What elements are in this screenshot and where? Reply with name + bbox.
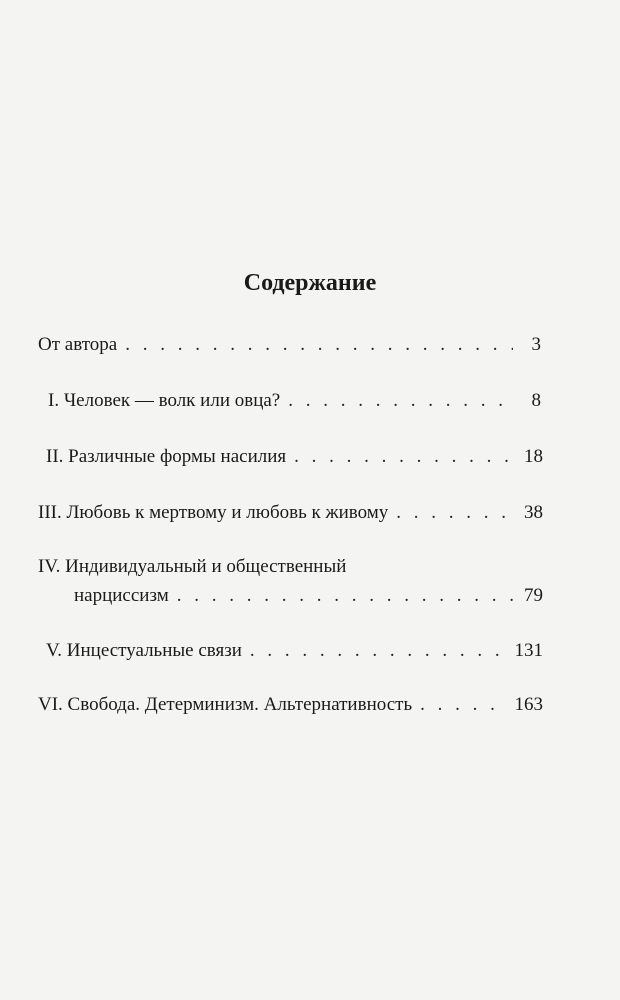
- toc-entry-foreword: [38, 334, 541, 356]
- toc-entry-page: 18: [524, 446, 543, 467]
- dot-leader: [420, 694, 506, 716]
- toc-entry-title: V. Инцестуальные связи: [46, 640, 242, 661]
- dot-leader: [177, 585, 515, 607]
- toc-entry-page: 79: [524, 585, 543, 606]
- dot-leader: [294, 446, 515, 468]
- toc-entry-title: VI. Свобода. Детерминизм. Альтернативность: [38, 694, 413, 715]
- toc-entry-title: нарциссизм: [74, 585, 169, 606]
- dot-leader: [250, 640, 507, 662]
- toc-entry-chapter-4: [74, 585, 543, 607]
- toc-entry-title: II. Различные формы насилия: [46, 446, 287, 467]
- dot-leader: [125, 334, 513, 356]
- toc-entry-chapter-3: [38, 502, 543, 524]
- toc-entry-page: 3: [531, 334, 541, 355]
- page-title: Содержание: [243, 270, 377, 296]
- toc-entry-page: 38: [524, 502, 543, 523]
- toc-entry-page: 8: [531, 390, 541, 411]
- toc-entry-page: 163: [514, 694, 543, 715]
- dot-leader: [396, 502, 515, 524]
- dot-leader: [288, 390, 513, 412]
- toc-entry-chapter-6: [38, 694, 543, 716]
- toc-entry-page: 131: [514, 640, 543, 661]
- toc-entry-chapter-5: [46, 640, 543, 662]
- toc-entry-chapter-1: [48, 390, 541, 412]
- toc-entry-chapter-2: [46, 446, 543, 468]
- toc-entry-title: III. Любовь к мертвому и любовь к живому: [38, 502, 389, 523]
- toc-entry-chapter-4-line1: IV. Индивидуальный и общественный: [38, 556, 347, 577]
- toc-entry-title: От автора: [38, 334, 118, 355]
- toc-entry-title: I. Человек — волк или овца?: [48, 390, 281, 411]
